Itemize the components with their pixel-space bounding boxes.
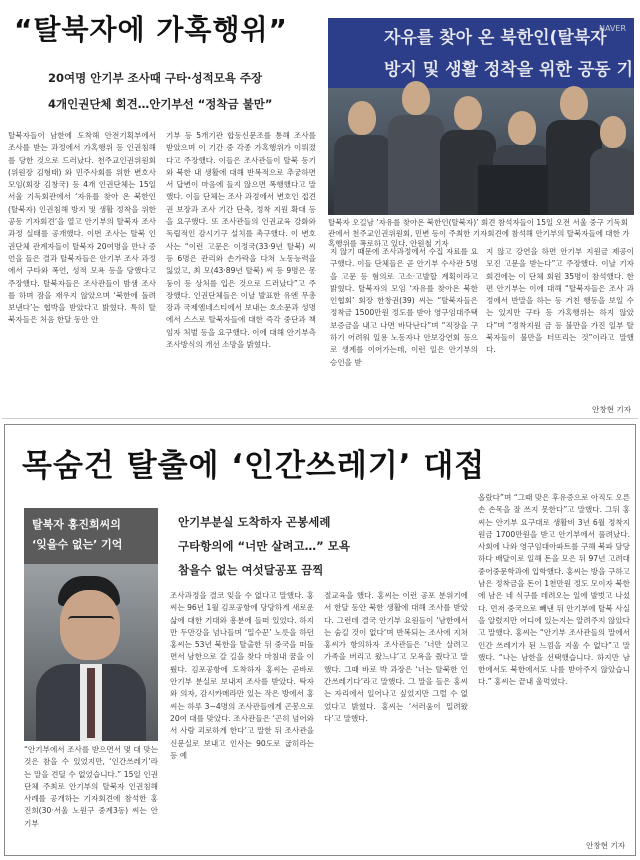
article2-column-3: 절교육을 했다. 홍씨는 이런 공포 분위기에서 한달 동안 북한 생활에 대해 조사를 받았다. 그런데 결국 안기부 요원들이 ‘남한에서는 숨길 것이 없다’며 반복되는 조사에 지쳐 홍씨가 항의하자 조사관들은 ‘너만 살려고 가족을 버리고 왔느냐’고 모욕을 줬다고 말했다. 그때 바로 박 과장은 ‘너는 탈북한 인간쓰레기다’라고 말했다. 그 말을 들은 홍씨는 자리에서 일어나고 싶었지만 그럴 수 없었다고 밝혔다. 홍씨는 ‘서러움이 밀려왔다’고 말했다.: [324, 591, 468, 723]
banner-line-2: 방지 및 생활 정착을 위한 공동 기: [384, 60, 633, 80]
portrait-label-line-2: ‘잊을수 없는’ 기억: [32, 538, 123, 551]
section-divider: [2, 418, 638, 419]
article2-column-2: 조사과정을 결코 잊을 수 없다고 말했다. 홍씨는 96년 1월 김포공항에 당당하게 새로운 삶에 대한 기대와 흥분에 들떠 있었다. 하지만 두만강을 넘나들며 ‘밀수꾼’ 노릇을 하던 홍씨는 53년 북한을 탈출한 뒤 중국을 떠돌면서 남한으로 갈 길을 찾다 마침내 꿈을 이뤘다. 김포공항에 도착하자 홍씨는 곧바로 안기부 분실로 보내져 조사를 받았다. 탁자와 의자, 감시카메라만 있는 작은 방에서 홍씨는 하루 3~4명의 조사관들에게 곤봉으로 20여 대를 맞았다. 조사관들은 ‘곤히 넘어와서 사람 괴로하게 한다’고 말한 뒤 조사관을 신문실로 보내고 인사는 90도로 굽히라는 등 예: [170, 591, 314, 760]
article1-subhead-1: 20여명 안기부 조사때 구타·성적모욕 주장: [48, 71, 263, 85]
article2-byline: 안창현 기자: [586, 841, 626, 850]
article2-subhead-3: 참을수 없는 여섯달공포 끔찍: [178, 563, 324, 577]
article1-column-1: 탈북자들이 남한에 도착해 안전기획부에서 조사를 받는 과정에서 가혹행위 등 인권침해를 당한 것으로 드러났다. 천주교인권위원회(위원장 김형태) 와 민주사회를 위한 변호사모임(회장 김창국) 등 4개 인권단체는 15일 서울 기독회관에서 ‘자유를 찾아 온 북한인(탈북자) 인권침해 방지 및 생활 정착을 위한 공동 기자회견’을 열고 안기부의 탈북자 조사과정 실태를 공개했다. 이번 조사는 탈북 인권단체 관계자들이 탈북자 20여명을 만나 증언을 들은 결과 탈북자들은 안기부 조사 과정에서 구타와 폭언, 성적 모욕 등을 당했다고 주장했다. 탈북자들은 조사관들이 밤샘 조사를 하며 잠을 재우지 않았으며 ‘북한에 돌려보낸다’는 협박을 받았다고 밝혔다. 특히 탈북자들은 처음 한달 동안 안: [8, 131, 156, 325]
portrait-photo: [24, 564, 158, 741]
banner-line-1: 자유를 찾아 온 북한인(탈북자: [384, 28, 607, 48]
article2-subhead-2: 구타항의에 “너만 살려고…” 모욕: [178, 539, 350, 553]
article1-column-4: 지 않고 강연을 하면 안기부 지원금 제공이 모진 고문을 받는다”고 주장했다. 이날 기자회견에는 이 단체 회원 35명이 참석했다. 한편 안기부는 이에 대해 “탈북자들은 조사 과정에서 반말을 하는 등 거친 행동을 보일 수는 있지만 구타 등 가혹행위는 하지 않았다”며 “정착지원 금 등 불만을 가진 일부 탈북자들이 불만을 터뜨리는 것”이라고 말했다.: [486, 247, 634, 355]
article1-column-2: 기부 등 5개기관 합동신문조를 통해 조사를 받았으며 이 기간 중 각종 가혹행위가 이뤄졌다고 주장했다. 이들은 조사관들이 탈북 동기와 북한 내 생활에 대해 반복적으로 추궁하면서 답변이 마음에 들지 않으면 폭행했다고 말했다. 이들 단체는 조사 과정에서 변호인 접견권 보장과 조사 기간 단축, 정착 지원 확대 등을 요구했다. 또 조사관들의 인권교육 강화와 독립적인 감시기구 설치를 촉구했다. 이 변호사는 “이런 고문은 이정국(33·9년 탈북) 씨 등 6명은 관리와 손가락을 다쳐 노동능력을 잃었고, 최 모(43·89년 탈북) 씨 등 9명은 몽둥이 등 상처를 입은 것으로 드러났다”고 주장했다. 인권단체들은 이날 발표한 유엔 무총장과 국제엠네스티에서 보내는 호소문과 성명에서 스스로 탈북자들에 대한 즉각 중단과 책임자 처벌 등을 요구했다. 이에 대해 안기부측 조사방식의 개선 소망을 밝혔다.: [166, 131, 316, 350]
portrait-label: [24, 508, 158, 564]
person-figure: [334, 95, 392, 215]
portrait-label-line-1: 탈북자 홍진희씨의: [32, 518, 121, 531]
article2-subhead-1: 안기부분실 도착하자 곤봉세례: [178, 515, 331, 529]
article2-headline: 목숨건 탈출에 ‘인간쓰레기’ 대접: [22, 448, 486, 484]
article1-column-3: 지 않기 때문에 조사과정에서 수집 자료를 요구했다. 이들 단체들은 곧 안기부 수사관 5명을 고문 등 혐의로 고소·고발할 계획이라고 밝혔다. 탈북자의 모임 ‘자유를 찾아온 북한인협회’ 회장 한창권(39) 씨는 “탈북자들은 정착금 1500만원 정도를 받아 영구임대주택 보증금을 내고 나면 바닥난다”며 “직장을 구하기 어려워 일용 노동자나 안보강연회 등으로 생계를 이어가는데, 이런 일은 안기부의 승인을 받: [330, 247, 478, 367]
press-conference-photo: [328, 18, 634, 215]
article1-byline: 안창현 기자: [592, 405, 632, 414]
photo-caption: 탈북자 오길남 ‘자유를 찾아온 북한인(탈북자)’ 회견 참석자들이 15일 오전 서울 중구 기독회관에서 천주교인권위원회, 민변 등이 주최한 기자회견에 참석해 안기부의 탈북자들에 대한 가혹행위를 폭로하고 있다. 안원철 기자: [328, 218, 630, 248]
watermark: NAVER: [598, 24, 626, 33]
banner: [328, 18, 634, 88]
podium: [478, 165, 548, 215]
person-figure: [590, 110, 634, 215]
article1-subhead-2: 4개인권단체 회견…안기부선 “정착금 불만”: [48, 97, 273, 111]
person-figure: [388, 75, 444, 215]
article1-headline: “탈북자에 가혹행위”: [14, 13, 288, 46]
article2-column-left: “안기부에서 조사를 받으면서 몇 대 맞는 것은 참을 수 있었지만, ‘인간쓰레기’라는 말을 견딜 수 없었습니다.” 15일 인권단체 주최로 안기부의 탈북자 인권침해 사례를 공개하는 기자회견에 참석한 홍진희(30·서울 노원구 중계3동) 씨는 안기부: [24, 745, 158, 828]
article2-column-4: 올랐다”며 “그때 맞은 후유증으로 아직도 오른손 손목을 잘 쓰지 못한다”고 말했다. 그뒤 홍씨는 안기부 요구대로 생활비 3년 6월 정착지원금 1700만원을 받고 안기부에서 풀려났다. 사회에 나와 영구임대아파트를 구해 북파 담당하다 배달이로 일해 돈을 모은 뒤 97년 고려대 중어중문학과에 입학했다. 홍씨는 방을 구하고 남은 정착금을 돈이 1천만원 정도 모이자 북한에 남은 네 식구를 데려오는 일에 발벗고 나섰다. 먼저 중국으로 빼낸 뒤 안기부에 탈북 사실을 알렸지만 어디에 있는지는 알려주지 않았다고 말했다. 홍씨는 “안기부 조사관들의 말에서 인간 쓰레기가 된 느낌을 지울 수 없다”고 말했다. “나는 남한을 선택했습니다. 하지만 남한에서도 북한에서도 나를 받아주지 않았습니다.” 홍씨는 끝내 울먹였다.: [478, 493, 630, 687]
